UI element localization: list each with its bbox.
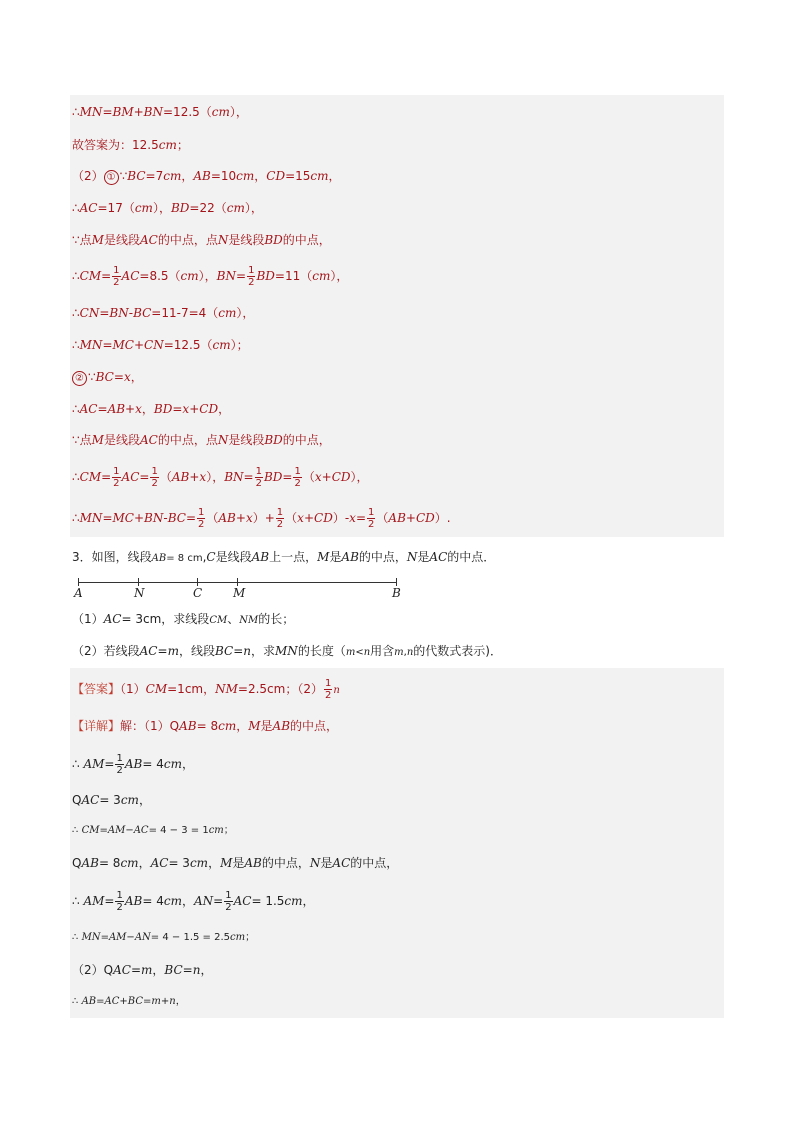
problem-statement: 3．如图，线段AB= 8 cm,C是线段AB上一点，M是AB的中点，N是AC的中点．	[72, 550, 496, 564]
fraction: $\frac{1}{2}$	[368, 507, 375, 530]
fraction: $\frac{1}{2}$	[255, 466, 262, 489]
solution-line: ∴CN=BN-BC=11-7=4（cm），	[72, 306, 255, 320]
solution-line: ∴MN=MC+BN-BC= $\frac{1}{2}$ （AB+x）+ $\frac{1}{2}$ （x+CD）-x= $\frac{1}{2}$ （AB+CD）.	[72, 507, 451, 530]
fraction: $\frac{1}{2}$	[113, 265, 120, 288]
point-label-m: M	[233, 586, 246, 600]
answer-line: 【答案】（1）CM=1cm，NM=2.5cm；（2） $\frac{1}{2}$ n	[72, 678, 340, 701]
point-label-a: A	[74, 586, 83, 600]
solution-line: ∴ CM=AM−AC= 4 − 3 = 1cm；	[72, 825, 234, 836]
detail-label: 【详解】	[72, 719, 121, 733]
solution-line: ② ∵BC=x，	[72, 368, 143, 386]
solution-line: （2）QAC=m，BC=n，	[72, 963, 213, 977]
point-label-c: C	[193, 586, 203, 600]
solution-line: ∴ AM= $\frac{1}{2}$ AB= 4cm，AN= $\frac{1}{2}$ AC= 1.5cm，	[72, 890, 315, 913]
solution-line: ∴ AM= $\frac{1}{2}$ AB= 4cm，	[72, 753, 194, 776]
point-label-b: B	[392, 586, 401, 600]
point-tick-b	[396, 578, 397, 586]
fraction: $\frac{1}{2}$	[198, 507, 205, 530]
solution-line: QAC= 3cm，	[72, 793, 151, 807]
point-tick-c	[197, 578, 198, 586]
problem-part-2: （2）若线段AC=m，线段BC=n，求MN的长度（m<n用含m,n的代数式表示)．	[72, 644, 502, 658]
solution-line: QAB= 8cm，AC= 3cm，M是AB的中点，N是AC的中点，	[72, 856, 399, 870]
solution-line: ∴MN=BM+BN=12.5（cm），	[72, 105, 248, 119]
solution-line: 故答案为：12.5cm；	[72, 138, 189, 152]
solution-line: ∴AC=17（cm），BD=22（cm），	[72, 201, 263, 215]
solution-line: 【详解】解：（1）QAB= 8cm，M是AB的中点，	[72, 719, 339, 733]
circled-number: ①	[104, 170, 119, 185]
solution-line: ∴AC=AB+x，BD=x+CD，	[72, 402, 231, 416]
solution-line: ∵点M是线段AC的中点，点N是线段BD的中点，	[72, 433, 331, 447]
point-tick-n	[138, 578, 139, 586]
solution-line: ∵点M是线段AC的中点，点N是线段BD的中点，	[72, 233, 331, 247]
solution-line: （2） ① ∵BC=7cm，AB=10cm，CD=15cm，	[72, 169, 341, 183]
solution-line: ∴ AB=AC+BC=m+n，	[72, 996, 186, 1007]
point-label-n: N	[134, 586, 145, 600]
solution-line: ∴CM= $\frac{1}{2}$ AC= $\frac{1}{2}$ （AB+x），BN= $\frac{1}{2}$ BD= $\frac{1}{2}$ （x+CD），	[72, 466, 369, 489]
circled-number: ②	[72, 371, 87, 386]
fraction: $\frac{1}{2}$	[276, 507, 284, 530]
solution-line: ∴CM= $\frac{1}{2}$ AC=8.5（cm），BN= $\frac{1}{2}$ BD=11（cm），	[72, 265, 349, 288]
answer-label: 【答案】	[72, 682, 121, 696]
fraction: $\frac{1}{2}$	[151, 466, 158, 489]
solution-line: ∴ MN=AM−AN= 4 − 1.5 = 2.5cm；	[72, 932, 256, 943]
fraction: $\frac{1}{2}$	[324, 678, 332, 701]
fraction: $\frac{1}{2}$	[113, 466, 120, 489]
fraction: $\frac{1}{2}$	[225, 890, 232, 913]
fraction: $\frac{1}{2}$	[294, 466, 301, 489]
fraction: $\frac{1}{2}$	[116, 753, 123, 776]
solution-line: ∴MN=MC+CN=12.5（cm）；	[72, 338, 249, 352]
point-tick-m	[237, 578, 238, 586]
point-tick-a	[78, 578, 79, 586]
fraction: $\frac{1}{2}$	[248, 265, 255, 288]
fraction: $\frac{1}{2}$	[116, 890, 123, 913]
problem-part-1: （1）AC= 3cm，求线段CM、NM的长；	[72, 612, 295, 626]
